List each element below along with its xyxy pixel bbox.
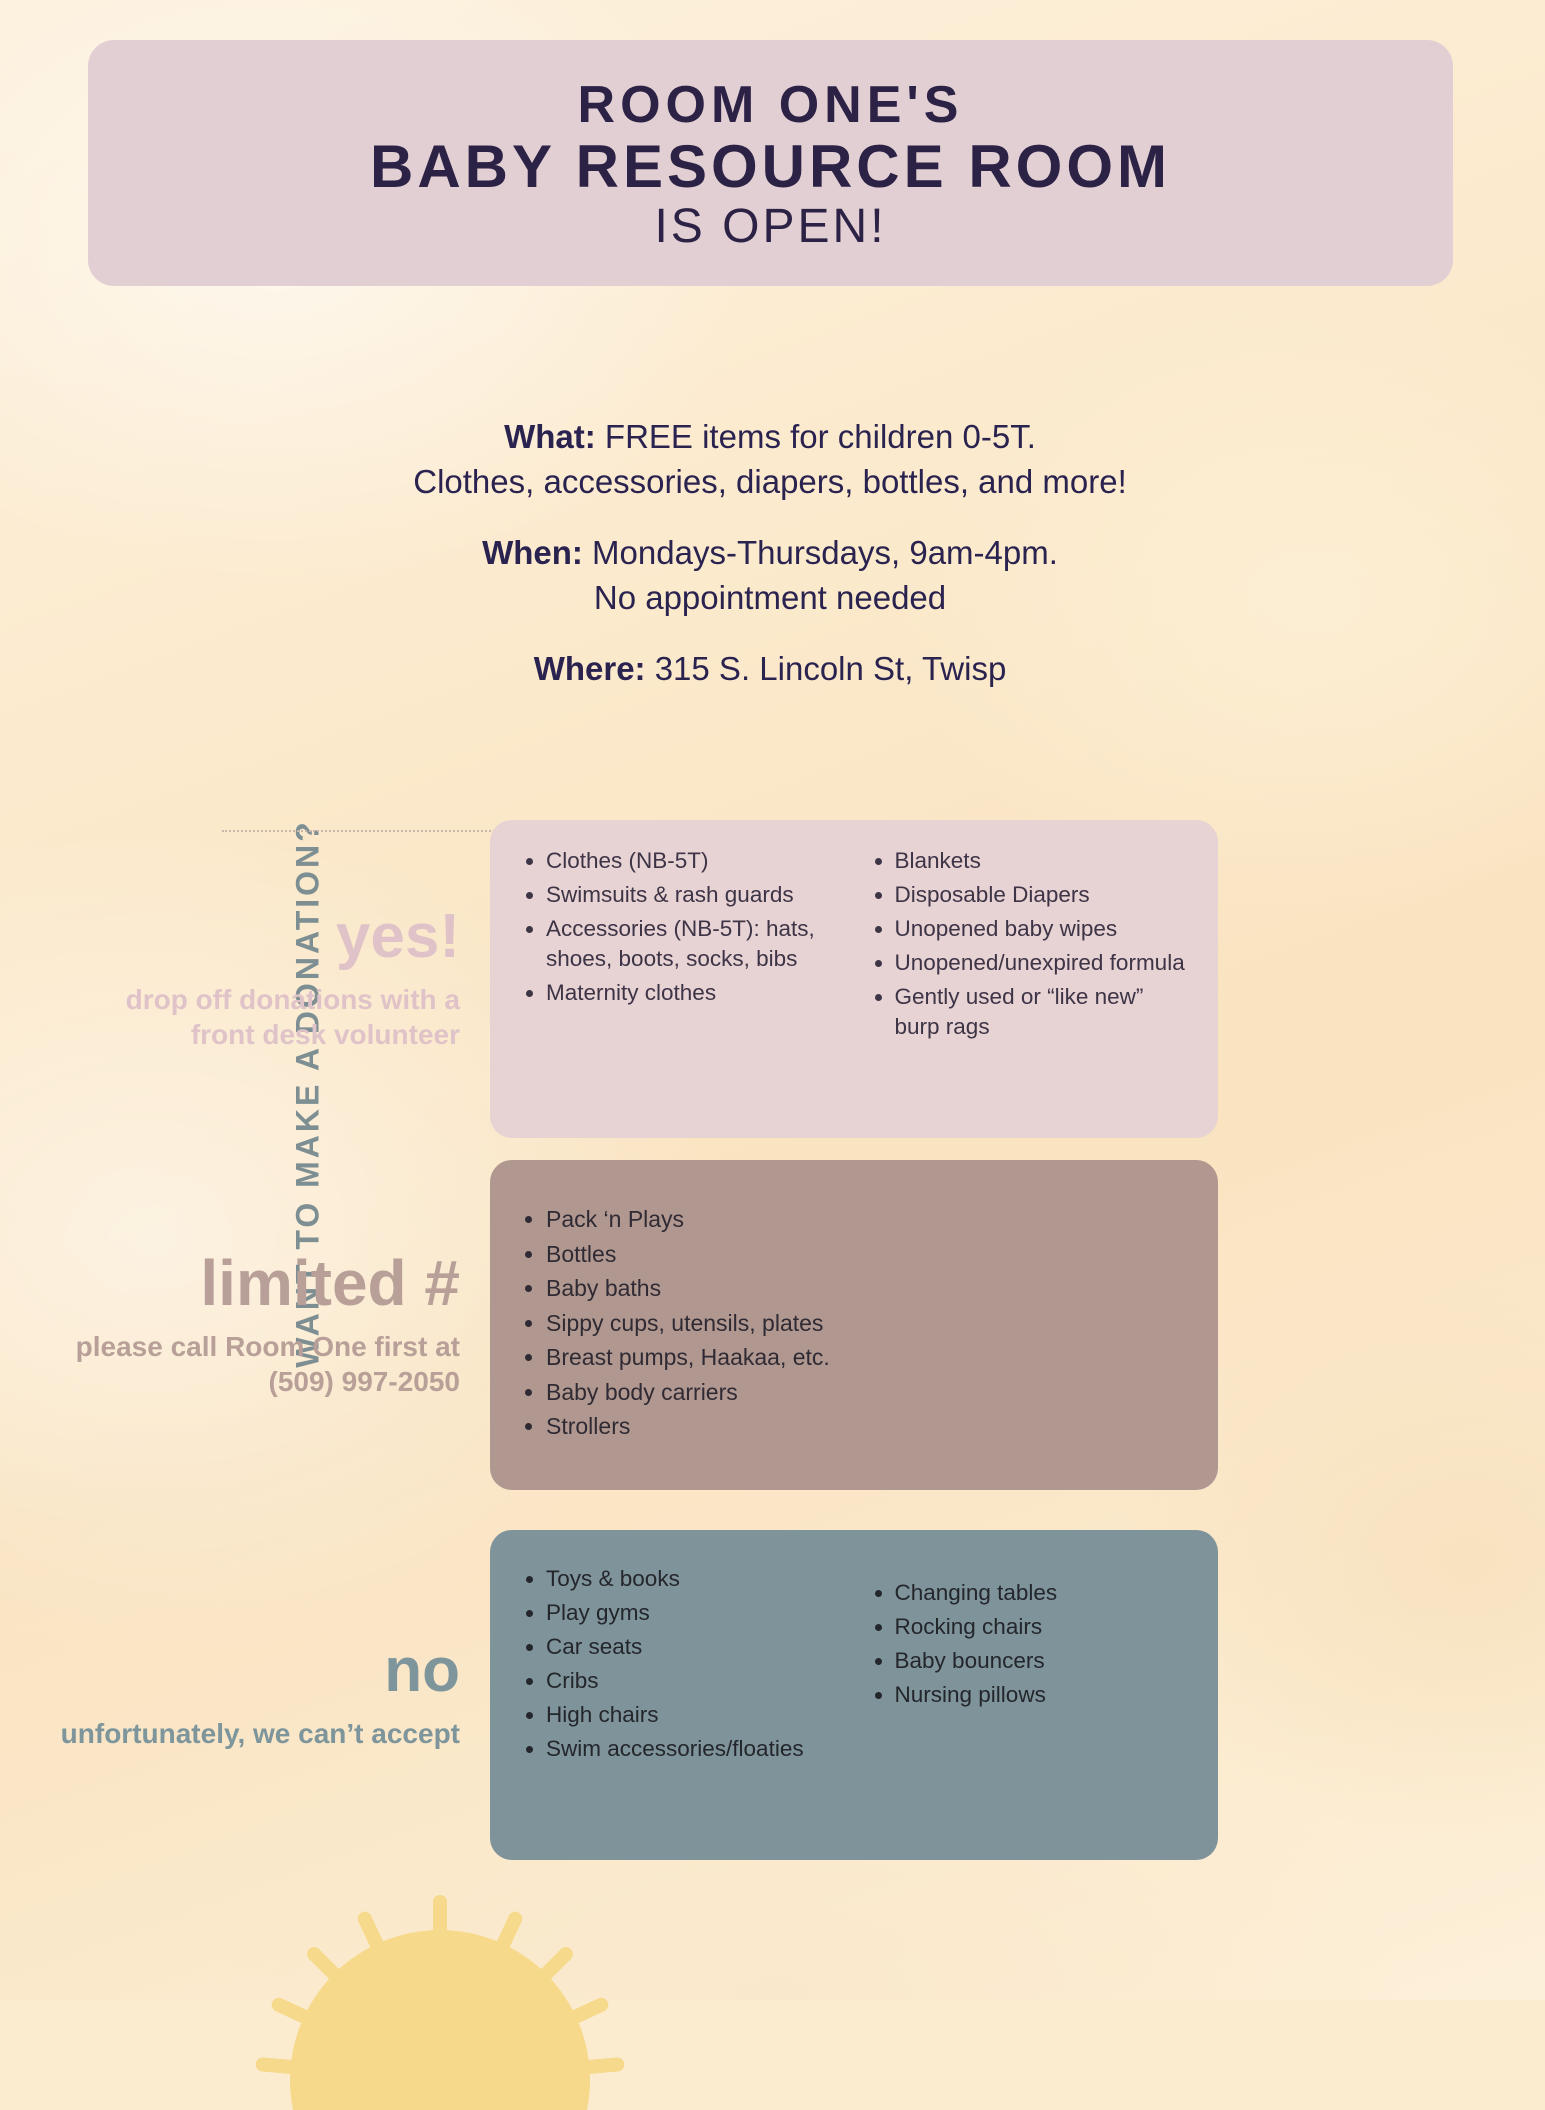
section-no-column-2 (869, 1564, 1188, 1714)
list-item: • Sippy cups, utensils, plates (546, 1308, 830, 1339)
section-yes-label (60, 902, 490, 1052)
list-item: • Car seats (546, 1632, 869, 1662)
sun-ray (434, 1909, 525, 2083)
section-limited-label (60, 1247, 490, 1399)
title-line-1: ROOM ONE'S (577, 75, 964, 134)
list-item: • Play gyms (546, 1598, 869, 1628)
section-yes-subtext: drop off donations with a front desk volunteer (125, 984, 460, 1050)
list-item: • Disposable Diapers (895, 880, 1188, 910)
section-no-panel (490, 1530, 1218, 1860)
section-yes-list-2 (869, 846, 1188, 1042)
sun-ray (304, 1944, 445, 2085)
section-yes-heading: yes! (335, 902, 460, 971)
sun-ray (255, 2057, 441, 2087)
section-limited-panel (490, 1160, 1218, 1490)
list-item: • Nursing pillows (895, 1680, 1188, 1710)
list-item: • Swimsuits & rash guards (546, 880, 869, 910)
list-item: • Changing tables (895, 1578, 1188, 1608)
list-item: • Gently used or “like new” burp rags (895, 982, 1188, 1042)
list-item: • Pack ‘n Plays (546, 1204, 830, 1235)
section-no-subtext: unfortunately, we can’t accept (60, 1717, 460, 1749)
section-no (60, 1530, 1218, 1860)
list-item: • Bottles (546, 1239, 830, 1270)
list-item: • Unopened baby wipes (895, 914, 1188, 944)
list-item: • Clothes (NB-5T) (546, 846, 869, 876)
list-item: • Toys & books (546, 1564, 869, 1594)
title-banner (88, 40, 1453, 286)
detail-when-second: No appointment needed (593, 578, 947, 616)
sun-ray (439, 2057, 625, 2087)
list-item: • Unopened/unexpired formula (895, 948, 1188, 978)
list-item: • Rocking chairs (895, 1612, 1188, 1642)
detail-when-label: When: (482, 533, 583, 571)
section-limited (60, 1160, 1218, 1490)
list-item: • Maternity clothes (546, 978, 869, 1008)
sun-ray (437, 1995, 611, 2086)
detail-what (120, 415, 1420, 505)
section-limited-list (520, 1204, 830, 1442)
donation-side-label: WANT TO MAKE A DONATION? (289, 819, 326, 1368)
list-item: • Baby bouncers (895, 1646, 1188, 1676)
detail-when-value: Mondays-Thursdays, 9am-4pm. (582, 533, 1058, 571)
list-item: • Baby body carriers (546, 1377, 830, 1408)
list-item: • Swim accessories/floaties (546, 1734, 869, 1764)
section-yes (60, 820, 1218, 1138)
list-item: • Breast pumps, Haakaa, etc. (546, 1342, 830, 1373)
sun-ray (435, 1944, 576, 2085)
section-yes-panel (490, 820, 1218, 1138)
section-limited-subtext: please call Room One first at (509) 997-2050 (75, 1331, 460, 1397)
list-item: • Strollers (546, 1411, 830, 1442)
detail-where-value: 315 S. Lincoln St, Twisp (645, 649, 1007, 687)
detail-what-label: What: (504, 418, 596, 455)
detail-when (120, 531, 1420, 621)
sun-core (290, 1930, 590, 2110)
list-item: • High chairs (546, 1700, 869, 1730)
detail-what-value: FREE items for children 0-5T. (595, 418, 1036, 455)
list-item: • Cribs (546, 1666, 869, 1696)
detail-where-label: Where: (533, 649, 646, 687)
section-limited-column-1 (520, 1204, 830, 1446)
section-limited-heading: limited # (200, 1247, 460, 1319)
list-item: • Blankets (895, 846, 1188, 876)
sun-ray (355, 1909, 446, 2083)
title-line-2: BABY RESOURCE ROOM (370, 133, 1171, 201)
section-yes-column-1 (520, 846, 869, 1112)
section-yes-list-1 (520, 846, 869, 1008)
list-item: • Baby baths (546, 1273, 830, 1304)
sun-ray (433, 1895, 447, 2080)
section-yes-column-2 (869, 846, 1188, 1112)
detail-what-second: Clothes, accessories, diapers, bottles, and more! (413, 462, 1127, 500)
section-no-list-1 (520, 1564, 869, 1764)
section-no-label (60, 1635, 490, 1751)
section-no-heading: no (384, 1635, 460, 1705)
section-no-list-2 (869, 1578, 1188, 1710)
title-line-3: IS OPEN! (654, 200, 887, 254)
list-item: • Accessories (NB-5T): hats, shoes, boots, socks, bibs (546, 914, 869, 974)
section-no-column-1 (520, 1564, 869, 1768)
sun-ray (269, 1995, 443, 2086)
